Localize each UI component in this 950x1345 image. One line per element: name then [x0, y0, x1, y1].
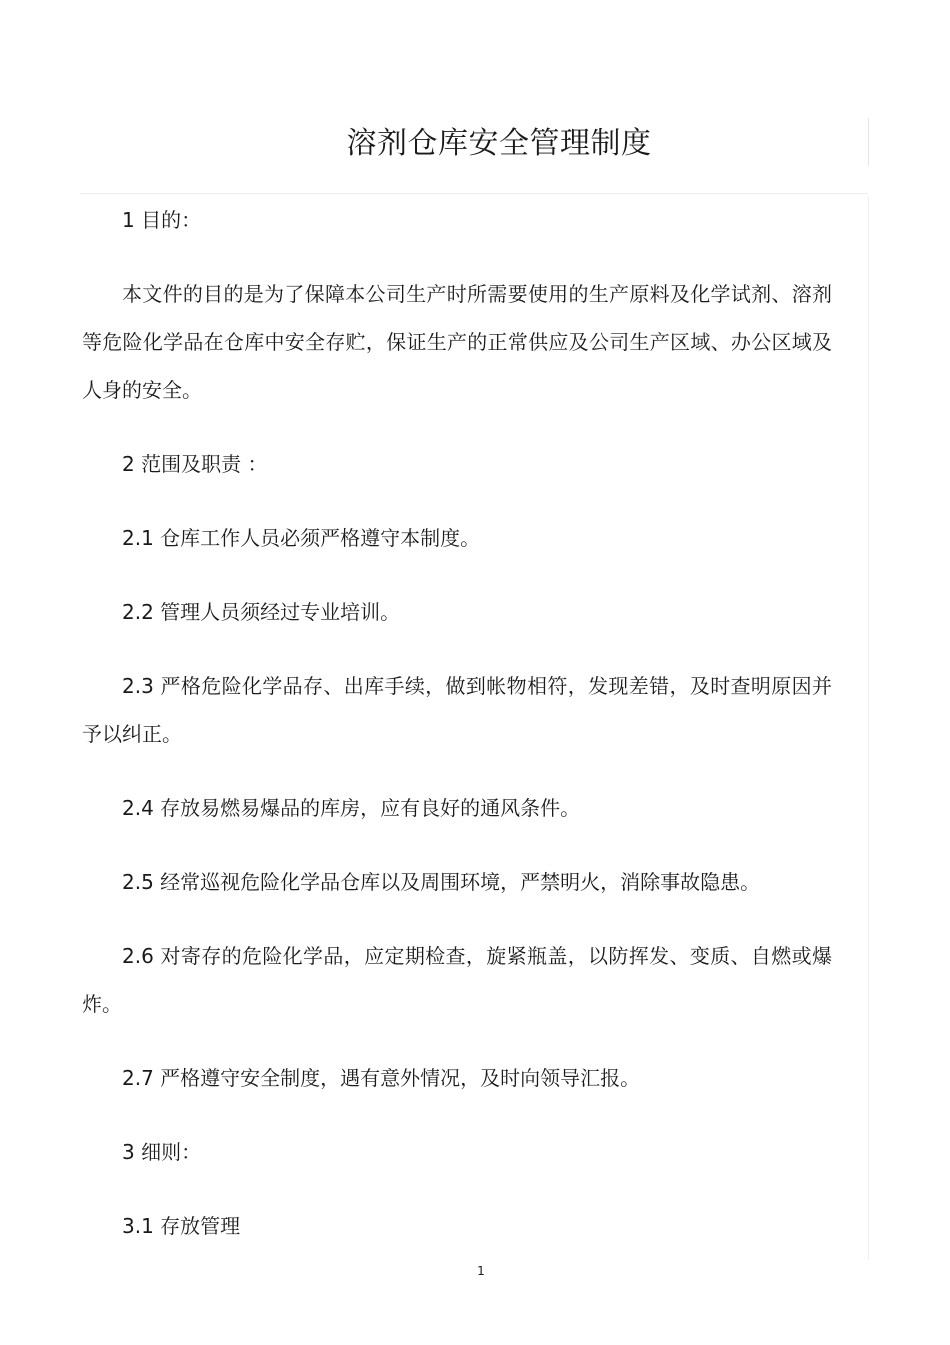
clause-2-5: 2.5 经常巡视危险化学品仓库以及周围环境，严禁明火，消除事故隐患。 — [122, 870, 761, 894]
clause-3-1: 3.1 存放管理 — [122, 1214, 241, 1238]
margin-line-right — [868, 196, 869, 1260]
clause-2-6: 2.6 对寄存的危险化学品，应定期检查，旋紧瓶盖，以防挥发、变质、自燃或爆炸。 — [82, 944, 832, 1016]
header-divider — [80, 193, 868, 194]
clause-2-2: 2.2 管理人员须经过专业培训。 — [122, 600, 401, 624]
margin-line-top — [868, 118, 869, 166]
section-heading-scope: 2 范围及职责 ： — [122, 452, 268, 476]
document-title: 溶剂仓库安全管理制度 — [346, 126, 652, 161]
page-number: 1 — [477, 1264, 485, 1278]
section-heading-details: 3 细则： — [122, 1140, 202, 1164]
purpose-text: 本文件的目的是为了保障本公司生产时所需要使用的生产原料及化学试剂、溶剂等危险化学品在仓库中安全存贮，保证生产的正常供应及公司生产区域、办公区域及人身的安全。 — [82, 282, 832, 402]
document-body — [82, 196, 832, 1276]
clause-2-7: 2.7 严格遵守安全制度，遇有意外情况，及时向领导汇报。 — [122, 1066, 641, 1090]
section-heading-purpose: 1 目的： — [122, 208, 202, 232]
clause-2-1: 2.1 仓库工作人员必须严格遵守本制度。 — [122, 526, 481, 550]
clause-2-4: 2.4 存放易燃易爆品的库房，应有良好的通风条件。 — [122, 796, 581, 820]
clause-2-3: 2.3 严格危险化学品存、出库手续，做到帐物相符，发现差错，及时查明原因并予以纠正。 — [82, 674, 832, 746]
